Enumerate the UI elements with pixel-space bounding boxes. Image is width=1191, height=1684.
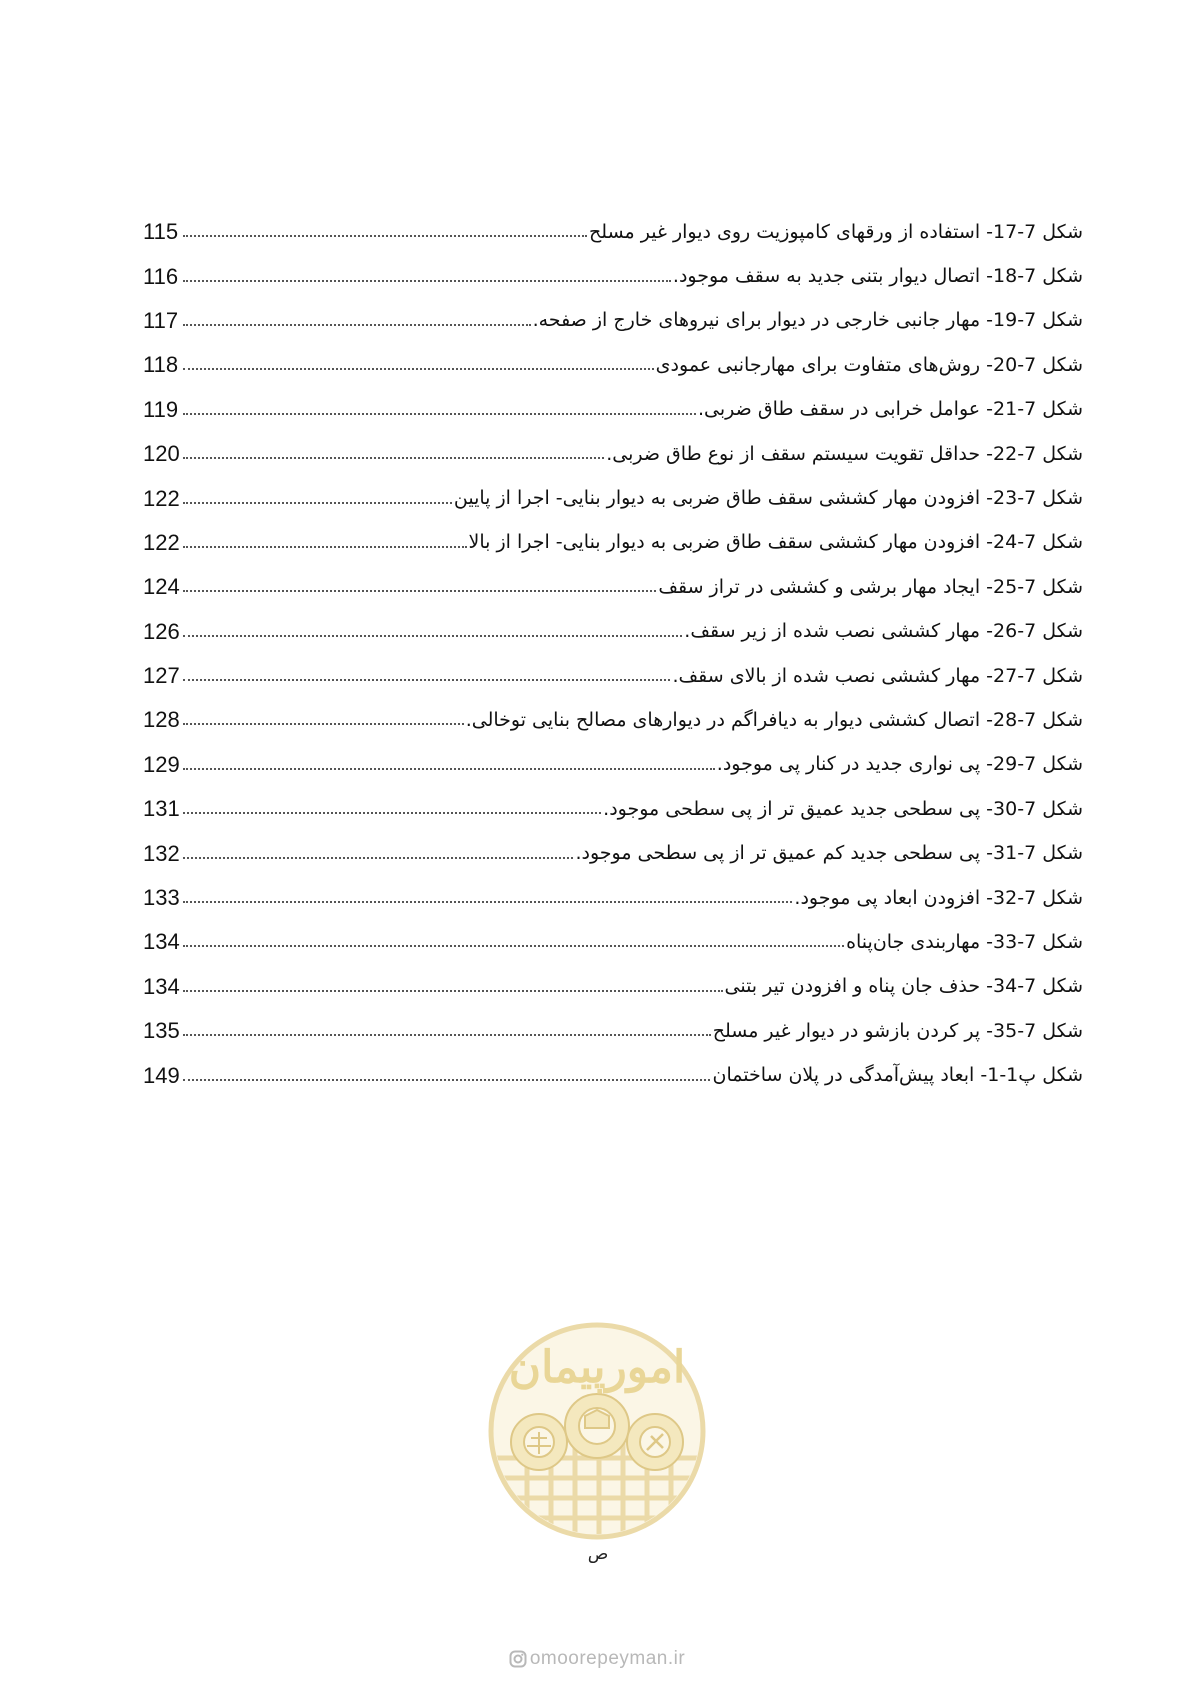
page-number: ص [587,1544,609,1564]
toc-entry [143,743,1083,787]
toc-entry-page: 127 [143,663,180,689]
toc-dot-leader [183,368,654,370]
toc-entry-page: 149 [143,1062,180,1088]
toc-entry-title: شکل 7-18- اتصال دیوار بتنی جدید به سقف موجود. [672,265,1083,288]
toc-entry [143,965,1083,1009]
toc-entry [143,831,1083,875]
toc-entry-title: شکل 7-24- افزودن مهار کششی سقف طاق ضربی به دیوار بنایی- اجرا از بالا [468,531,1083,554]
toc-entry-page: 124 [143,574,180,600]
toc-entry [143,521,1083,565]
toc-entry-title: شکل 7-29- پی نواری جدید در کنار پی موجود. [716,753,1083,776]
toc-entry [143,920,1083,964]
toc-entry-title: شکل پ1-1- ابعاد پیش‌آمدگی در پلان ساختمان [712,1064,1083,1087]
toc-dot-leader [183,945,844,947]
toc-dot-leader [183,901,792,903]
toc-dot-leader [183,502,452,504]
toc-entry-page: 129 [143,751,180,777]
toc-entry-page: 126 [143,618,180,644]
toc-entry-page: 116 [143,263,179,289]
toc-entry [143,210,1083,254]
toc-entry [143,254,1083,298]
toc-entry-page: 134 [143,973,180,999]
toc-entry-page: 120 [143,441,180,467]
watermark-text: omoorepeyman.ir [529,1648,686,1669]
toc-entry [143,610,1083,654]
toc-entry-title: شکل 7-19- مهار جانبی خارجی در دیوار برای نیروهای خارج از صفحه. [532,309,1083,332]
toc-entry [143,343,1083,387]
toc-entry-page: 115 [143,219,179,245]
toc-dot-leader [183,590,656,592]
toc-entry-title: شکل 7-33- مهاربندی جان‌پناه [846,930,1083,953]
toc-entry-page: 134 [143,929,180,955]
toc-entry-page: 118 [143,352,179,378]
toc-dot-leader [183,1034,711,1036]
toc-dot-leader [183,768,715,770]
toc-entry [143,476,1083,520]
toc-entry-page: 133 [143,885,180,911]
toc-entry-page: 132 [143,840,180,866]
toc-entry-title: شکل 7-23- افزودن مهار کششی سقف طاق ضربی به دیوار بنایی- اجرا از پایین [453,487,1083,510]
toc-dot-leader [183,324,531,326]
site-watermark [497,1646,697,1672]
toc-entry-page: 131 [143,796,180,822]
table-of-figures [143,210,1083,1098]
toc-entry-page: 122 [143,529,180,555]
toc-dot-leader [183,990,723,992]
toc-entry [143,432,1083,476]
toc-dot-leader [183,723,464,725]
toc-dot-leader [183,857,573,859]
toc-dot-leader [183,280,671,282]
instagram-icon [509,1650,527,1668]
toc-entry [143,388,1083,432]
toc-entry-page: 135 [143,1018,180,1044]
toc-entry [143,299,1083,343]
toc-entry [143,876,1083,920]
toc-entry-page: 117 [143,307,179,333]
toc-entry-title: شکل 7-31- پی سطحی جدید کم عمیق تر از پی سطحی موجود. [575,842,1083,865]
toc-entry-title: شکل 7-17- استفاده از ورقهای کامپوزیت روی دیوار غیر مسلح [589,220,1083,243]
toc-entry-title: شکل 7-26- مهار کششی نصب شده از زیر سقف. [684,620,1083,643]
toc-dot-leader [183,1079,710,1081]
toc-entry-title: شکل 7-30- پی سطحی جدید عمیق تر از پی سطحی موجود. [603,797,1083,820]
toc-entry-page: 122 [143,485,180,511]
toc-entry [143,1009,1083,1053]
logo-seal [487,1318,707,1544]
toc-entry [143,654,1083,698]
toc-dot-leader [183,679,670,681]
toc-entry [143,1053,1083,1097]
toc-entry [143,698,1083,742]
toc-entry-title: شکل 7-34- حذف جان پناه و افزودن تیر بتنی [724,975,1083,998]
toc-entry-title: شکل 7-25- ایجاد مهار برشی و کششی در تراز سقف [658,575,1083,598]
toc-entry [143,565,1083,609]
toc-entry-title: شکل 7-22- حداقل تقویت سیستم سقف از نوع طاق ضربی. [606,442,1083,465]
toc-dot-leader [183,413,696,415]
toc-dot-leader [183,812,601,814]
toc-entry-page: 119 [143,396,179,422]
toc-entry-title: شکل 7-21- عوامل خرابی در سقف طاق ضربی. [698,398,1083,421]
toc-entry-title: شکل 7-20- روش‌های متفاوت برای مهارجانبی عمودی [655,353,1083,376]
toc-dot-leader [183,235,587,237]
toc-dot-leader [183,546,467,548]
toc-entry-title: شکل 7-35- پر کردن بازشو در دیوار غیر مسلح [712,1019,1083,1042]
toc-entry [143,787,1083,831]
toc-entry-title: شکل 7-32- افزودن ابعاد پی موجود. [794,886,1083,909]
toc-entry-page: 128 [143,707,180,733]
toc-dot-leader [183,635,682,637]
toc-entry-title: شکل 7-28- اتصال کششی دیوار به دیافراگم در دیوارهای مصالح بنایی توخالی. [465,708,1083,731]
toc-entry-title: شکل 7-27- مهار کششی نصب شده از بالای سقف. [672,664,1083,687]
seal-lettering: امورپیمان [508,1342,686,1393]
toc-dot-leader [183,457,604,459]
